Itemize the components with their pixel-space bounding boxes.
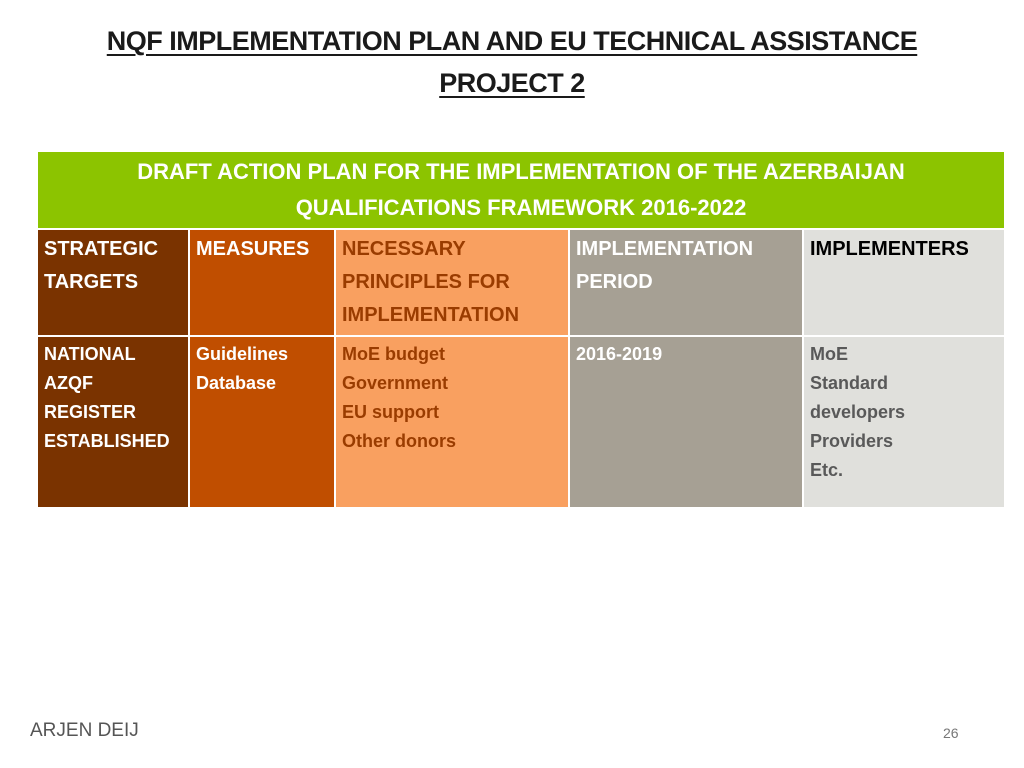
page-number: 26	[943, 725, 959, 741]
cell-line: Other donors	[342, 431, 457, 451]
header-line: TARGETS	[44, 271, 139, 293]
action-plan-table	[36, 150, 1006, 509]
cell-line: Etc.	[810, 460, 844, 480]
cell-measures	[189, 336, 335, 508]
header-line: IMPLEMENTERS	[810, 238, 969, 260]
cell-line: developers	[810, 402, 906, 422]
table-row	[37, 336, 1005, 508]
header-strategic-targets	[37, 229, 189, 336]
cell-line: NATIONAL	[44, 344, 136, 364]
cell-strategic-target	[37, 336, 189, 508]
header-measures	[189, 229, 335, 336]
cell-line: MoE budget	[342, 344, 445, 364]
footer-author: ARJEN DEIJ	[30, 720, 139, 741]
header-implementers	[803, 229, 1005, 336]
cell-line: ESTABLISHED	[44, 431, 170, 451]
cell-line: EU support	[342, 402, 439, 422]
slide-title-line-1: NQF IMPLEMENTATION PLAN AND EU TECHNICAL ASSISTANCE	[106, 26, 918, 56]
header-implementation-period	[569, 229, 803, 336]
cell-line: Guidelines	[196, 344, 289, 364]
banner-line-1: DRAFT ACTION PLAN FOR THE IMPLEMENTATION OF THE AZERBAIJAN	[137, 159, 905, 184]
header-line: IMPLEMENTATION	[576, 238, 754, 260]
cell-line: 2016-2019	[576, 344, 663, 364]
cell-line: Providers	[810, 431, 894, 451]
cell-period	[569, 336, 803, 508]
header-line: PRINCIPLES FOR	[342, 271, 510, 293]
header-line: MEASURES	[196, 238, 310, 260]
cell-line: REGISTER	[44, 402, 137, 422]
cell-implementers	[803, 336, 1005, 508]
header-line: IMPLEMENTATION	[342, 304, 520, 326]
cell-line: MoE	[810, 344, 848, 364]
header-line: NECESSARY	[342, 238, 466, 260]
slide-title	[40, 20, 984, 104]
header-line: PERIOD	[576, 271, 653, 293]
cell-line: Standard	[810, 373, 889, 393]
cell-line: AZQF	[44, 373, 93, 393]
table-banner	[37, 151, 1005, 229]
cell-line: Government	[342, 373, 449, 393]
banner-line-2: QUALIFICATIONS FRAMEWORK 2016-2022	[295, 195, 747, 220]
header-line: STRATEGIC	[44, 238, 159, 260]
slide-title-line-2: PROJECT 2	[439, 68, 585, 98]
header-necessary-principles	[335, 229, 569, 336]
cell-principles	[335, 336, 569, 508]
cell-line: Database	[196, 373, 277, 393]
table-header-row	[37, 229, 1005, 336]
